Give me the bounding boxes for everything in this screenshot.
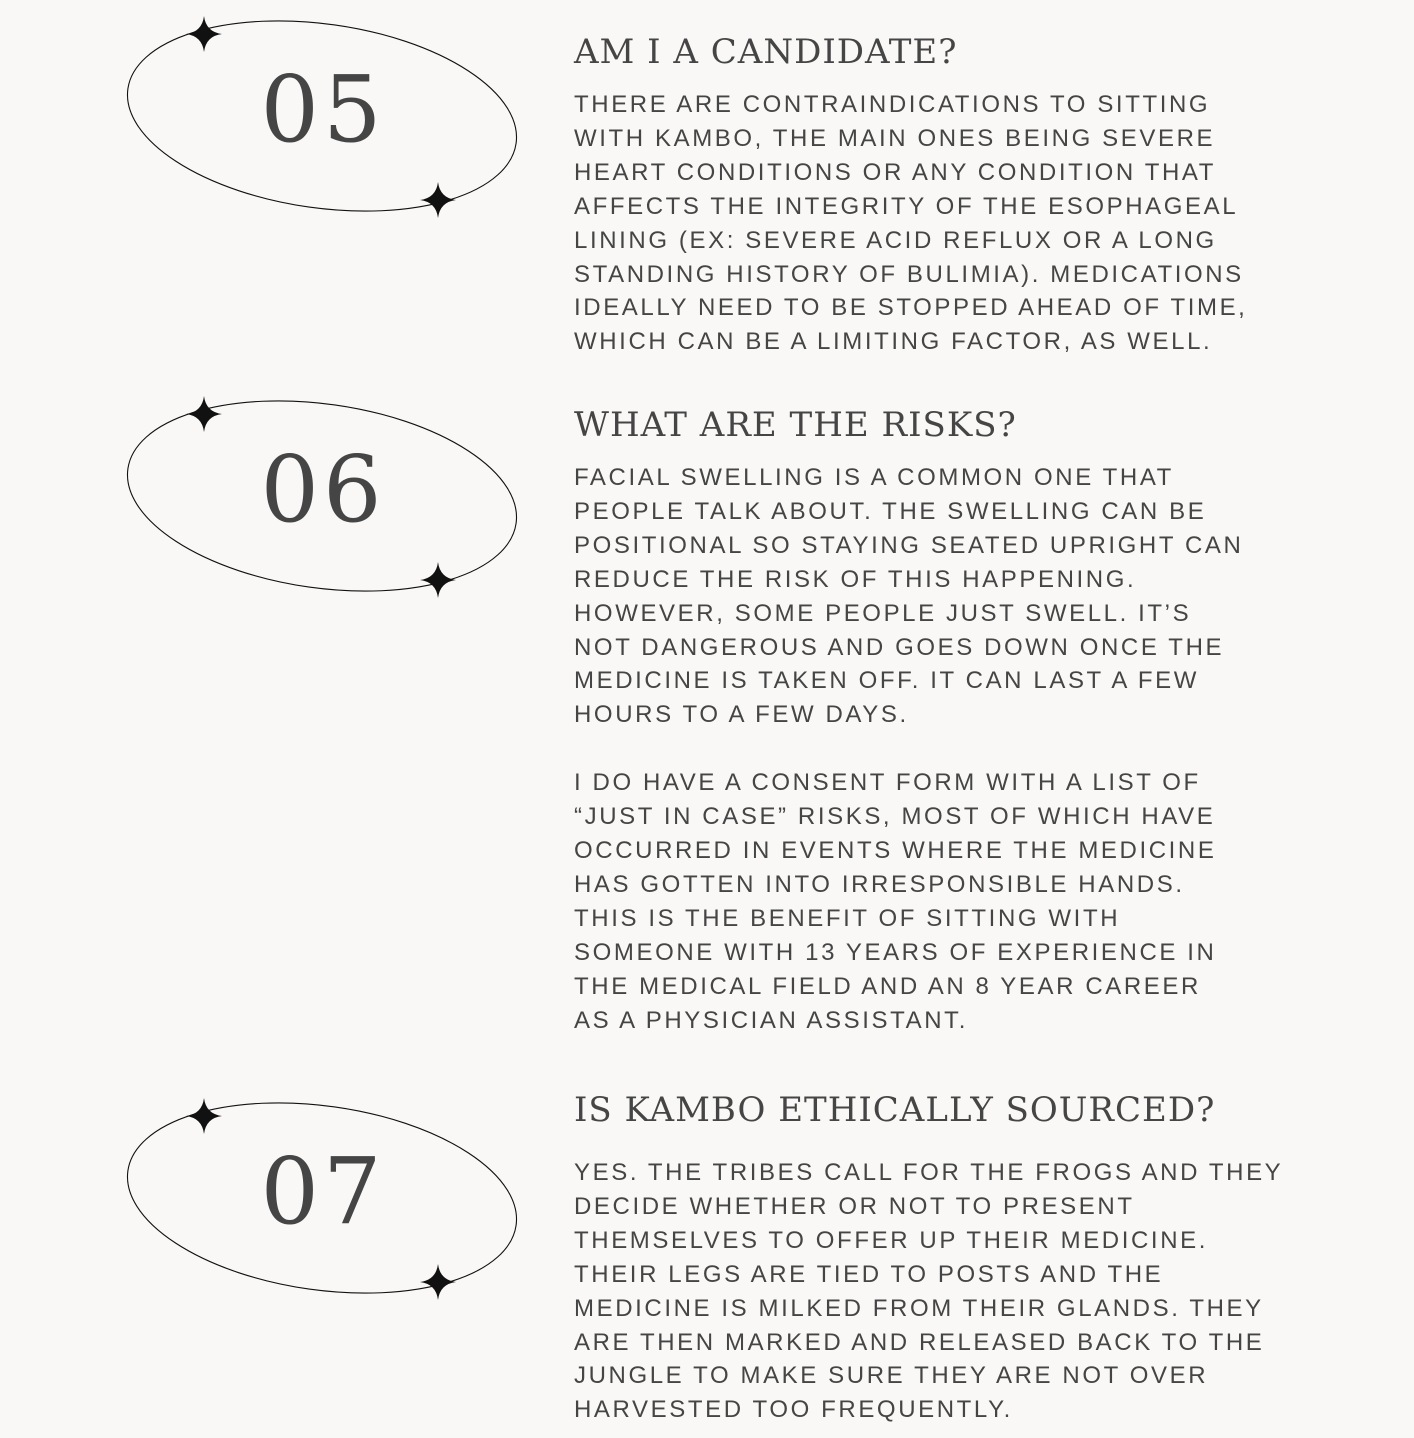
answer-line: FACIAL SWELLING IS A COMMON ONE THAT [574,464,1174,491]
question-heading: AM I A CANDIDATE? [574,32,958,72]
answer-line: JUNGLE TO MAKE SURE THEY ARE NOT OVER [574,1362,1209,1390]
number-badge [118,10,528,220]
number-badge [118,390,528,600]
four-point-star-icon [420,182,456,218]
answer-paragraph [574,1156,1374,1427]
answer-line: IDEALLY NEED TO BE STOPPED AHEAD OF TIME, [574,294,1248,322]
answer-paragraph [574,461,1374,732]
answer-line: MEDICINE IS MILKED FROM THEIR GLANDS. THEY [574,1294,1264,1322]
question-heading: IS KAMBO ETHICALLY SOURCED? [574,1090,1216,1130]
answer-line: OCCURRED IN EVENTS WHERE THE MEDICINE [574,837,1217,865]
answer-text [574,1156,1374,1427]
answer-line: “JUST IN CASE” RISKS, MOST OF WHICH HAVE [574,803,1216,831]
question-heading: WHAT ARE THE RISKS? [574,405,1017,445]
answer-line: SOMEONE WITH 13 YEARS OF EXPERIENCE IN [574,938,1217,966]
four-point-star-icon [420,1264,456,1300]
answer-paragraph [574,766,1374,1037]
answer-line: DECIDE WHETHER OR NOT TO PRESENT [574,1192,1135,1220]
answer-line: AFFECTS THE INTEGRITY OF THE ESOPHAGEAL [574,192,1239,220]
answer-line: PEOPLE TALK ABOUT. THE SWELLING CAN BE [574,497,1207,525]
four-point-star-icon [420,562,456,598]
answer-line: THEMSELVES TO OFFER UP THEIR MEDICINE. [574,1226,1209,1254]
badge-number: 06 [260,436,386,543]
answer-line: LINING (EX: SEVERE ACID REFLUX OR A LONG [574,226,1217,254]
answer-line: THERE ARE CONTRAINDICATIONS TO SITTING [574,91,1211,118]
answer-line: HEART CONDITIONS OR ANY CONDITION THAT [574,158,1216,186]
answer-line: THIS IS THE BENEFIT OF SITTING WITH [574,904,1121,932]
answer-line: I DO HAVE A CONSENT FORM WITH A LIST OF [574,769,1201,797]
answer-line: HARVESTED TOO FREQUENTLY. [574,1396,1013,1424]
badge-number: 05 [260,56,386,163]
answer-line: THE MEDICAL FIELD AND AN 8 YEAR CAREER [574,972,1201,1000]
answer-line: ARE THEN MARKED AND RELEASED BACK TO THE [574,1328,1265,1356]
answer-line: HOWEVER, SOME PEOPLE JUST SWELL. IT’S [574,599,1192,627]
answer-text [574,461,1374,1038]
answer-line: AS A PHYSICIAN ASSISTANT. [574,1006,969,1034]
four-point-star-icon [186,16,222,52]
answer-line: NOT DANGEROUS AND GOES DOWN ONCE THE [574,633,1225,661]
answer-line: STANDING HISTORY OF BULIMIA). MEDICATIONS [574,260,1244,288]
answer-line: MEDICINE IS TAKEN OFF. IT CAN LAST A FEW [574,667,1199,695]
answer-text [574,88,1374,359]
answer-line: POSITIONAL SO STAYING SEATED UPRIGHT CAN [574,531,1244,559]
answer-paragraph [574,88,1374,359]
badge-number: 07 [260,1138,386,1245]
answer-line: REDUCE THE RISK OF THIS HAPPENING. [574,565,1137,593]
four-point-star-icon [186,396,222,432]
four-point-star-icon [186,1098,222,1134]
answer-line: WHICH CAN BE A LIMITING FACTOR, AS WELL. [574,328,1213,356]
number-badge [118,1092,528,1302]
answer-line: WITH KAMBO, THE MAIN ONES BEING SEVERE [574,124,1216,152]
answer-line: THEIR LEGS ARE TIED TO POSTS AND THE [574,1260,1164,1288]
answer-line: YES. THE TRIBES CALL FOR THE FROGS AND THEY [574,1159,1284,1186]
answer-line: HOURS TO A FEW DAYS. [574,701,909,729]
answer-line: HAS GOTTEN INTO IRRESPONSIBLE HANDS. [574,870,1185,898]
